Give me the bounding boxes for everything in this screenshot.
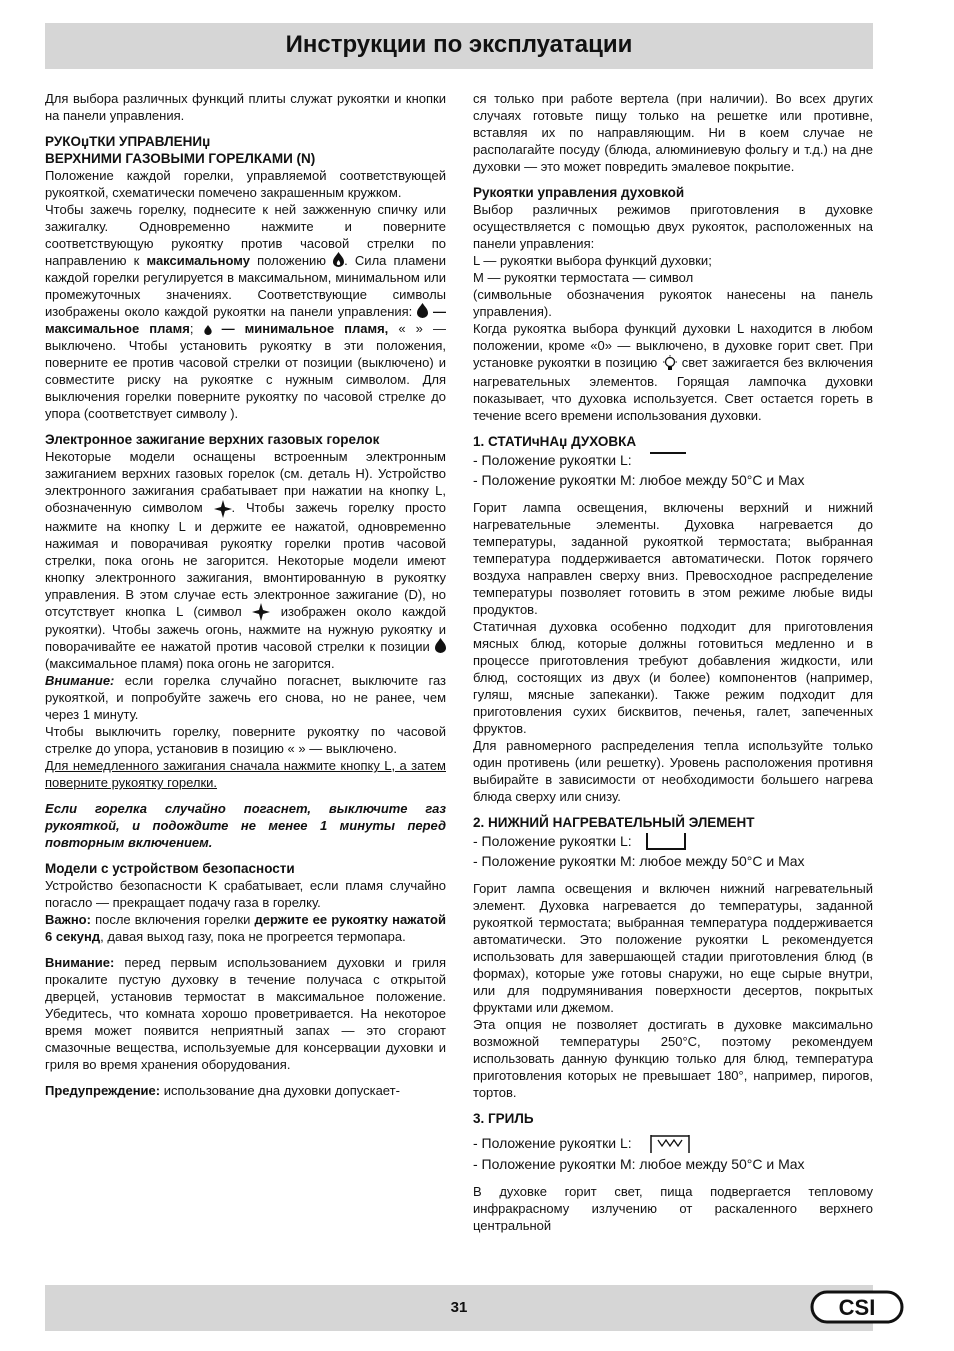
flame-icon xyxy=(417,303,428,318)
intro-paragraph: Для выбора различных функций плиты служат рукоятки и кнопки на панели управления. xyxy=(45,91,446,123)
lamp-icon xyxy=(662,355,678,373)
top-element-icon xyxy=(650,452,686,469)
paragraph: Горит лампа освещения, включены верхний и нижний нагревательные элементы. Духовка нагревается до температуры, заданной рукояткой термостата; выбранная температура поддерживается автоматически. Поток горячего воздуха направлен сверху вниз. Превосходное распределение температуры позволяет готовить в этом режиме любые виды продуктов. xyxy=(473,499,873,617)
paragraph: Статичная духовка особенно подходит для приготовления мясных блюд, которые должны готовиться медленно и в процессе приготовления требуют добавления жидкости, или блюд, состоящих из двух (и более) компонентов (например, гуляш, мясные запеканки). Также режим подходит для приготовления сухих бисквитов, печенья, галет, запеченных фруктов. xyxy=(473,618,873,736)
setting-line: - Положение рукоятки L: xyxy=(473,450,873,470)
paragraph: ся только при работе вертела (при наличии). Во всех других случаях готовьте пищу только на решетке или противне, вставляя их по направляющим. Ни в коем случае не располагайте посуду (блюда, алюминиевую фольгу и т.д.) на дне духовки — это может повредить эмалевое покрытие. xyxy=(473,91,873,174)
paragraph: В духовке горит свет, пища подвергается тепловому инфракрасному излучению от раскаленного верхнего центральной xyxy=(473,1183,873,1233)
page-number: 31 xyxy=(450,1299,468,1316)
svg-text:CSI: CSI xyxy=(838,1295,876,1320)
flame-icon xyxy=(333,252,344,267)
paragraph: Важно: после включения горелки держите ее рукоятку нажатой 6 секунд, давая выход газу, пока не прогреется термопара. xyxy=(45,912,446,945)
oven-controls-heading: Рукоятки управления духовкой xyxy=(473,185,685,200)
setting-line: - Положение рукоятки M: любое между 50°C и Max xyxy=(473,471,805,488)
grill-heading: 3. ГРИЛЬ xyxy=(473,1110,534,1126)
safety-heading: Модели с устройством безопасности xyxy=(45,861,295,877)
bottom-element-icon xyxy=(646,833,686,850)
paragraph: Выбор различных режимов приготовления в духовке осуществляется с помощью двух рукояток, расположенных на панели управления: xyxy=(473,202,873,251)
static-oven-heading: 1. СТАТИчНАџ ДУХОВКА xyxy=(473,433,637,449)
setting-line: - Положение рукоятки L: xyxy=(473,1133,873,1154)
paragraph: Когда рукоятка выбора функций духовки L находится в любом положении, кроме «0» — выключено, в духовке горит свет. При установке рукоятки в позицию свет зажигается без включения нагревательных элементов. Горящая лампочка духовки показывает, что духовка используется. Свет остается гореть в течение всего времени использования духовки. xyxy=(473,321,873,423)
burner-heading-1: РУКОџТКИ УПРАВЛЕНИџ xyxy=(45,134,211,149)
bottom-element-heading: 2. НИЖНИЙ НАГРЕВАТЕЛЬНЫЙ ЭЛЕМЕНТ xyxy=(473,814,755,830)
paragraph: Устройство безопасности K срабатывает, если пламя случайно погасло — прекращает подачу газа в горелку. xyxy=(45,878,446,911)
right-column xyxy=(473,90,873,1234)
paragraph: Предупреждение: использование дна духовки допускает- xyxy=(45,1083,400,1099)
spark-icon xyxy=(214,500,232,518)
paragraph: Чтобы выключить горелку, поверните рукоятку по часовой стрелке до упора, установив в позицию « » — выключено. xyxy=(45,724,446,757)
small-flame-icon xyxy=(204,325,212,335)
paragraph: Внимание: перед первым использованием духовки и гриля прокалите пустую духовку в течение получаса с открытой дверцей, установив термостат в максимальное положение. Убедитесь, что комната хорошо проветривается. На некоторое время может появится неприятный запах — это сгорают смазочные вещества, используемые для консервации духовки и гриля во время хранения оборудования. xyxy=(45,955,446,1073)
paragraph: Горит лампа освещения и включен нижний нагревательный элемент. Духовка нагревается до температуры, заданной рукояткой термостата; выбранная температура поддерживается автоматически. Это положение рукоятки L рекомендуется использовать для завершающей стадии приготовления блюд (в формах), которые уже готовы снаружи, но еще сырые внутри, или для подрумянивания поверхности десертов, покрытых фруктами или джемом. xyxy=(473,880,873,1015)
flame-icon xyxy=(435,638,446,653)
csi-logo xyxy=(810,1290,904,1324)
underlined-note: Для немедленного зажигания сначала нажмите кнопку L, а затем поверните рукоятку горелки. xyxy=(45,758,446,791)
setting-line: - Положение рукоятки L: xyxy=(473,831,873,851)
paragraph: (символьные обозначения рукояток нанесены на панель управления). xyxy=(473,287,873,319)
footer-bar xyxy=(45,1285,876,1331)
paragraph: Эта опция не позволяет достигать в духовке максимально возможной температуры 250°C, поэтому рекомендуем использовать данную функцию только для блюд, температура приготовления которых не превышает 180°, например, пирогов, тортов. xyxy=(473,1016,873,1100)
paragraph: Некоторые модели оснащены встроенным электронным зажиганием верхних газовых горелок (см. деталь H). Устройство электронного зажигания срабатывает при нажатии на кнопку L, обозначенную символом . Чтобы зажечь горелку просто нажмите на кнопку L и держите ее нажатой, одновременно нажимая и поворачивая рукоятку горелки против часовой стрелки, пока огонь не загорится. Некоторые модели имеют кнопку электронного зажигания, вмонтированную в рукоятку управления. В этом случае есть электронное зажигание (D), но отсутствует кнопка L (символ изображен около каждой рукоятки). Чтобы зажечь огонь, нажмите на нужную рукоятку и поворачивайте ее нажатой против часовой стрелки к позиции (максимальное пламя) пока огонь не загорится. xyxy=(45,449,446,672)
header-bar xyxy=(45,23,873,69)
left-column xyxy=(45,90,446,1099)
warning-note: Если горелка случайно погаснет, выключите газ рукояткой, и подождите не менее 1 минуты перед повторным включением. xyxy=(45,801,446,851)
paragraph: Чтобы зажечь горелку, поднесите к ней зажженную спичку или зажигалку. Одновременно нажмите и поверните соответствующую рукоятку против часовой стрелки по направлению к максимальному положению . Сила пламени каждой горелки регулируется в максимальном, минимальном или промежуточных значениях. Соответствующие символы изображены около каждой рукоятки на панели управления: — максимальное пламя; — минимальное пламя, « » — выключено. Чтобы установить рукоятку в эти положения, поверните ее против часовой стрелки от позиции (выключено) и совместите риску на рукоятке с нужным символом. Для выключения горелки поверните рукоятку по часовой стрелке до упора (соответствует символу ). xyxy=(45,202,446,421)
paragraph: Положение каждой горелки, управляемой соответствующей рукояткой, схематически помечено закрашенным кружком. xyxy=(45,168,446,200)
grill-icon xyxy=(650,1134,690,1154)
spark-icon xyxy=(252,603,270,621)
paragraph: Для равномерного распределения тепла используйте только один противень (или решетку). Уровень расположения противня выбирайте в зависимости от необходимости большего нагрева блюда сверху или снизу. xyxy=(473,737,873,804)
setting-line: - Положение рукоятки M: любое между 50°C и Max xyxy=(473,852,805,869)
page-title: Инструкции по эксплуатации xyxy=(285,31,633,58)
paragraph: M — рукоятки термостата — символ xyxy=(473,270,694,285)
setting-line: - Положение рукоятки M: любое между 50°C и Max xyxy=(473,1155,805,1172)
ignition-heading: Электронное зажигание верхних газовых горелок xyxy=(45,432,380,447)
burner-heading-2: ВЕРХНИМИ ГАЗОВЫМИ ГОРЕЛКАМИ (N) xyxy=(45,151,316,166)
paragraph: Внимание: если горелка случайно погаснет, выключите газ рукояткой, и попробуйте зажечь его снова, но не ранее, чем через 1 минуту. xyxy=(45,673,446,723)
paragraph: L — рукоятки выбора функций духовки; xyxy=(473,253,712,268)
